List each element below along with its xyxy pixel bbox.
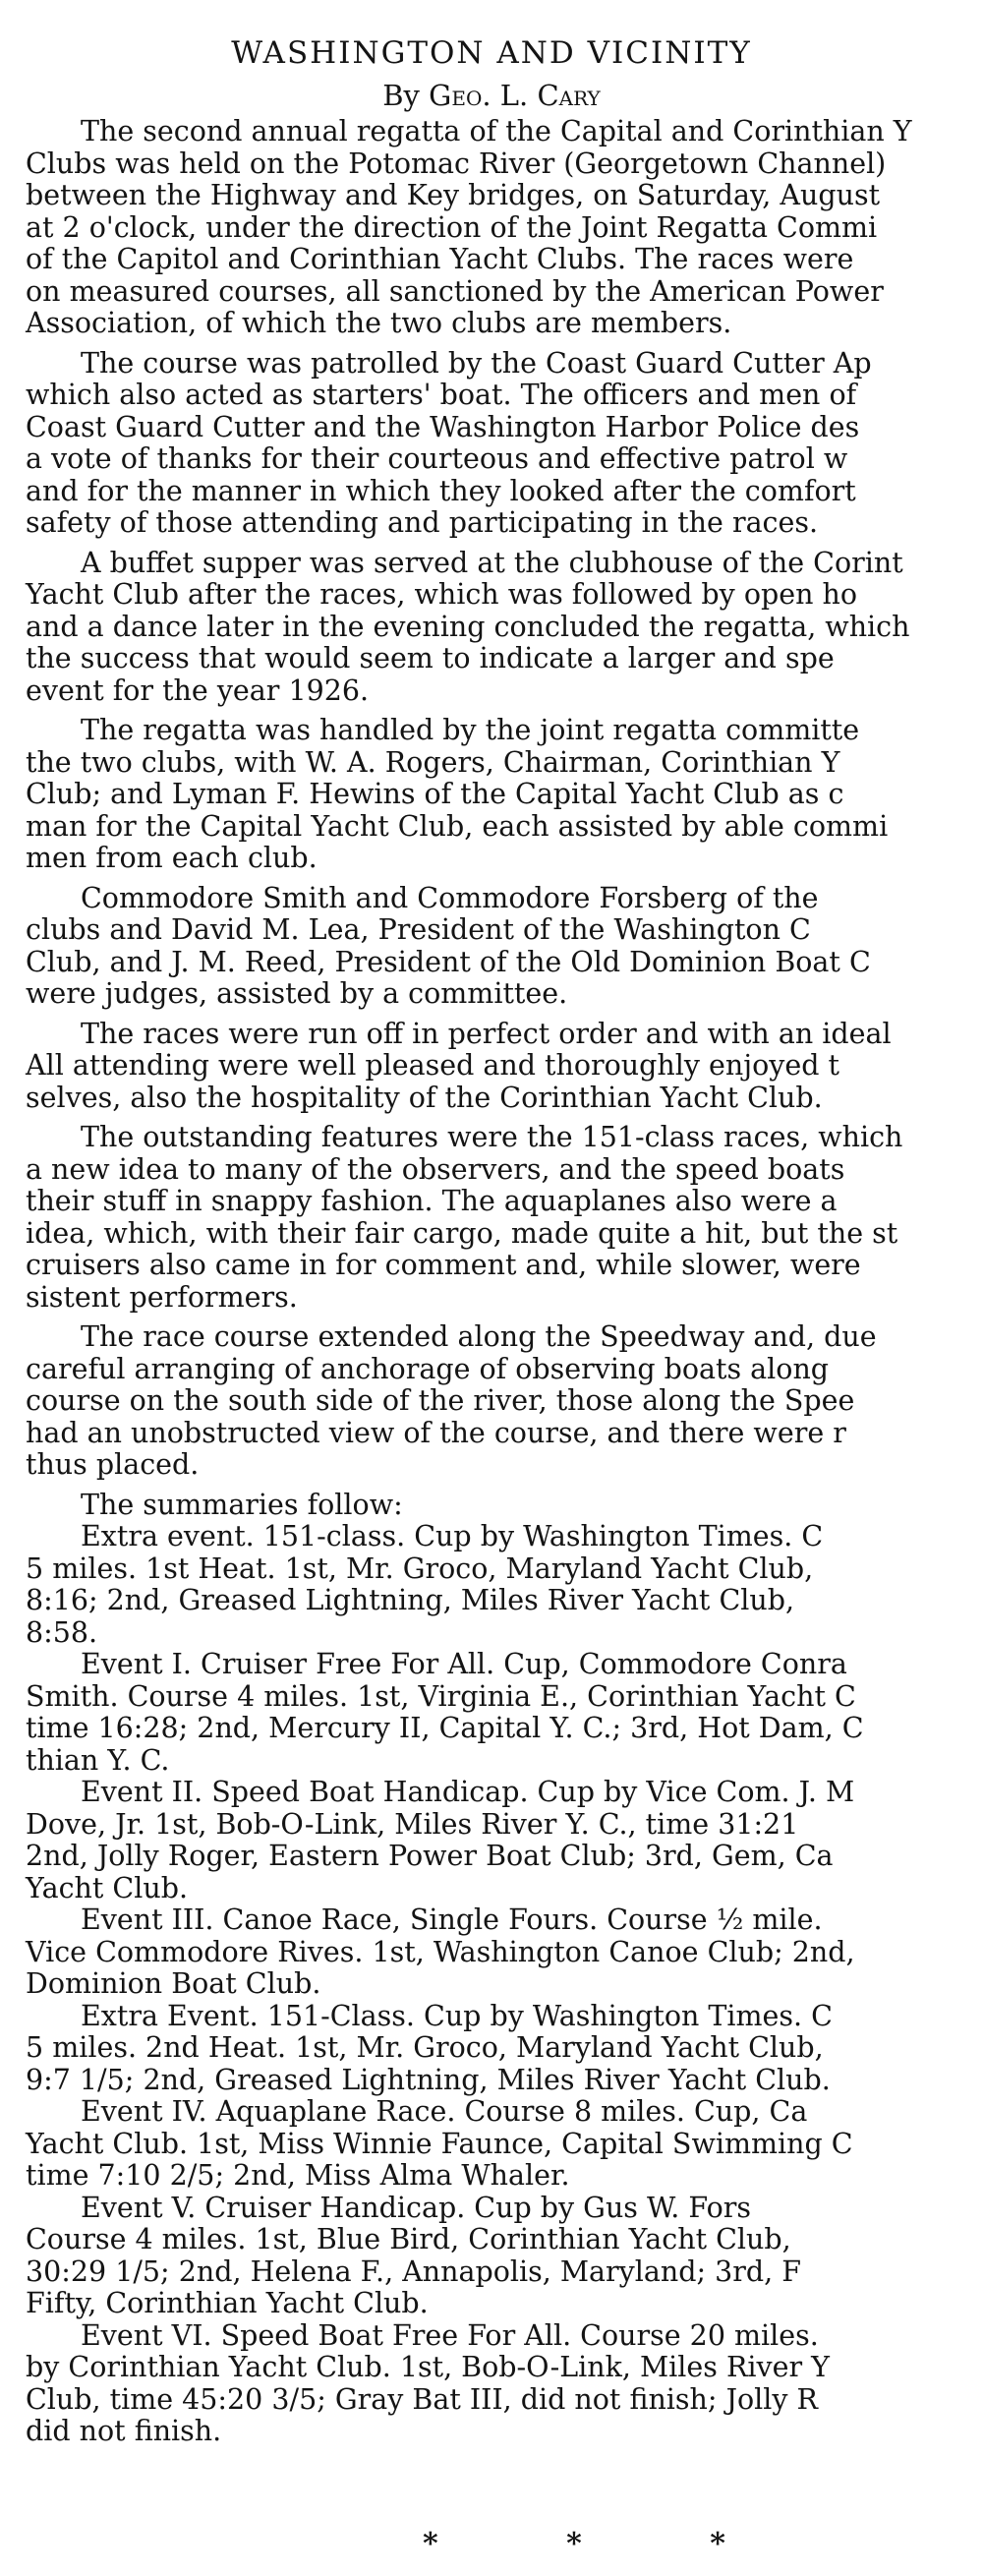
paragraph (26, 1649, 983, 1777)
paragraph (26, 883, 983, 1011)
text-line: Event IV. Aquaplane Race. Course 8 miles. Cup, Ca (81, 2095, 808, 2128)
text-line: of the Capitol and Corinthian Yacht Clubs. The races were (26, 243, 854, 275)
text-line: Club; and Lyman F. Hewins of the Capital Yacht Club as c (26, 778, 844, 810)
text-line: Coast Guard Cutter and the Washington Harbor Police des (26, 410, 860, 443)
article-title: WASHINGTON AND VICINITY (231, 35, 752, 71)
text-line: Extra event. 151-class. Cup by Washington Times. C (81, 1520, 824, 1552)
text-line: which also acted as starters' boat. The officers and men of (26, 379, 857, 411)
text-line: and for the manner in which they looked after the comfort (26, 474, 856, 507)
paragraph (26, 2320, 983, 2448)
text-line: Dove, Jr. 1st, Bob-O-Link, Miles River Y. C., time 31:21 (26, 1807, 799, 1841)
text-line: selves, also the hospitality of the Corinthian Yacht Club. (26, 1081, 823, 1114)
text-line: Yacht Club. (26, 1871, 189, 1904)
text-line: clubs and David M. Lea, President of the Washington C (26, 913, 811, 946)
text-line: Association, of which the two clubs are members. (26, 307, 732, 339)
text-line: All attending were well pleased and thoroughly enjoyed t (26, 1049, 839, 1082)
text-line: and a dance later in the evening concluded the regatta, which (26, 610, 910, 643)
text-line: at 2 o'clock, under the direction of the Joint Regatta Commi (26, 210, 878, 244)
paragraph (26, 1019, 983, 1115)
text-line: The outstanding features were the 151-class races, which (81, 1121, 903, 1153)
text-line: 8:58. (26, 1615, 98, 1649)
byline-prefix: By (382, 79, 420, 112)
text-line: A buffet supper was served at the clubhouse of the Corint (81, 546, 903, 579)
text-line: sistent performers. (26, 1280, 298, 1314)
text-line: Smith. Course 4 miles. 1st, Virginia E., Corinthian Yacht C (26, 1679, 856, 1713)
text-line: thian Y. C. (26, 1743, 170, 1777)
text-line: event for the year 1926. (26, 673, 370, 707)
text-line: 2nd, Jolly Roger, Eastern Power Boat Club; 3rd, Gem, Ca (26, 1840, 834, 1872)
text-line: cruisers also came in for comment and, while slower, were (26, 1249, 861, 1281)
paragraph (26, 1122, 983, 1314)
text-line: Yacht Club after the races, which was followed by open ho (26, 578, 858, 611)
text-line: the success that would seem to indicate a larger and spe (26, 642, 835, 674)
text-line: Commodore Smith and Commodore Forsberg of the (81, 881, 819, 914)
text-line: a vote of thanks for their courteous and effective patrol w (26, 442, 848, 475)
paragraph (26, 2193, 983, 2320)
text-line: a new idea to many of the observers, and the speed boats (26, 1152, 845, 1186)
text-line: did not finish. (26, 2415, 222, 2447)
text-line: 5 miles. 2nd Heat. 1st, Mr. Groco, Maryland Yacht Club, (26, 2031, 824, 2064)
text-line: by Corinthian Yacht Club. 1st, Bob-O-Link, Miles River Y (26, 2351, 830, 2383)
text-line: were judges, assisted by a committee. (26, 977, 568, 1010)
paragraph (26, 1777, 983, 1904)
text-line: Yacht Club. 1st, Miss Winnie Faunce, Capital Swimming C (26, 2127, 853, 2160)
text-line: Event VI. Speed Boat Free For All. Course 20 miles. (81, 2318, 819, 2352)
text-line: careful arranging of anchorage of observing boats along (26, 1352, 830, 1385)
section-divider: * * * (423, 2527, 784, 2561)
article-body (26, 116, 983, 2448)
text-line: men from each club. (26, 842, 318, 874)
paragraph (26, 116, 983, 340)
text-line: the two clubs, with W. A. Rogers, Chairman, Corinthian Y (26, 745, 840, 779)
text-line: The summaries follow: (81, 1488, 403, 1521)
text-line: Fifty, Corinthian Yacht Club. (26, 2287, 429, 2319)
text-line: The regatta was handled by the joint regatta committe (81, 714, 860, 746)
text-line: Course 4 miles. 1st, Blue Bird, Corinthian Yacht Club, (26, 2223, 791, 2255)
text-line: 9:7 1/5; 2nd, Greased Lightning, Miles River Yacht Club. (26, 2063, 831, 2096)
text-line: time 16:28; 2nd, Mercury II, Capital Y. C.; 3rd, Hot Dam, C (26, 1712, 864, 1744)
text-line: Event III. Canoe Race, Single Fours. Course ½ mile. (81, 1903, 823, 1936)
text-line: Club, time 45:20 3/5; Gray Bat III, did not finish; Jolly R (26, 2382, 819, 2416)
author-name: Geo. L. Cary (429, 79, 601, 112)
text-line: Vice Commodore Rives. 1st, Washington Canoe Club; 2nd, (26, 1935, 855, 1968)
text-line: 5 miles. 1st Heat. 1st, Mr. Groco, Maryland Yacht Club, (26, 1551, 814, 1585)
paragraph (26, 548, 983, 708)
paragraph (26, 1490, 983, 1522)
paragraph (26, 1904, 983, 2001)
text-line: 30:29 1/5; 2nd, Helena F., Annapolis, Maryland; 3rd, F (26, 2254, 802, 2288)
text-line: safety of those attending and participating in the races. (26, 506, 819, 539)
paragraph (26, 1521, 983, 1649)
paragraph (26, 715, 983, 875)
text-line: The course was patrolled by the Coast Guard Cutter Ap (81, 346, 872, 380)
text-line: Event II. Speed Boat Handicap. Cup by Vice Com. J. M (81, 1776, 855, 1808)
text-line: man for the Capital Yacht Club, each assisted by able commi (26, 809, 889, 843)
text-line: idea, which, with their fair cargo, made quite a hit, but the st (26, 1216, 898, 1250)
text-line: Event I. Cruiser Free For All. Cup, Commodore Conra (81, 1648, 847, 1680)
text-line: course on the south side of the river, those along the Spee (26, 1384, 855, 1417)
text-line: their stuff in snappy fashion. The aquaplanes also were a (26, 1185, 838, 1217)
paragraph (26, 348, 983, 540)
text-line: Event V. Cruiser Handicap. Cup by Gus W. Fors (81, 2191, 752, 2224)
text-line: Dominion Boat Club. (26, 1967, 321, 2000)
text-line: Club, and J. M. Reed, President of the Old Dominion Boat C (26, 945, 871, 978)
text-line: Clubs was held on the Potomac River (Georgetown Channel) (26, 146, 887, 180)
byline (0, 79, 983, 112)
paragraph (26, 2096, 983, 2193)
paragraph (26, 2001, 983, 2097)
text-line: time 7:10 2/5; 2nd, Miss Alma Whaler. (26, 2159, 570, 2192)
text-line: 8:16; 2nd, Greased Lightning, Miles River Yacht Club, (26, 1584, 795, 1616)
paragraph (26, 1321, 983, 1482)
text-line: The race course extended along the Speedway and, due (81, 1320, 877, 1353)
text-line: The races were run off in perfect order and with an ideal (81, 1017, 892, 1050)
text-line: on measured courses, all sanctioned by the American Power (26, 274, 884, 308)
text-line: The second annual regatta of the Capital and Corinthian Y (81, 115, 912, 147)
text-line: between the Highway and Key bridges, on Saturday, August (26, 179, 881, 211)
text-line: Extra Event. 151-Class. Cup by Washington Times. C (81, 1999, 833, 2032)
text-line: had an unobstructed view of the course, and there were r (26, 1416, 846, 1449)
text-line: thus placed. (26, 1448, 200, 1481)
